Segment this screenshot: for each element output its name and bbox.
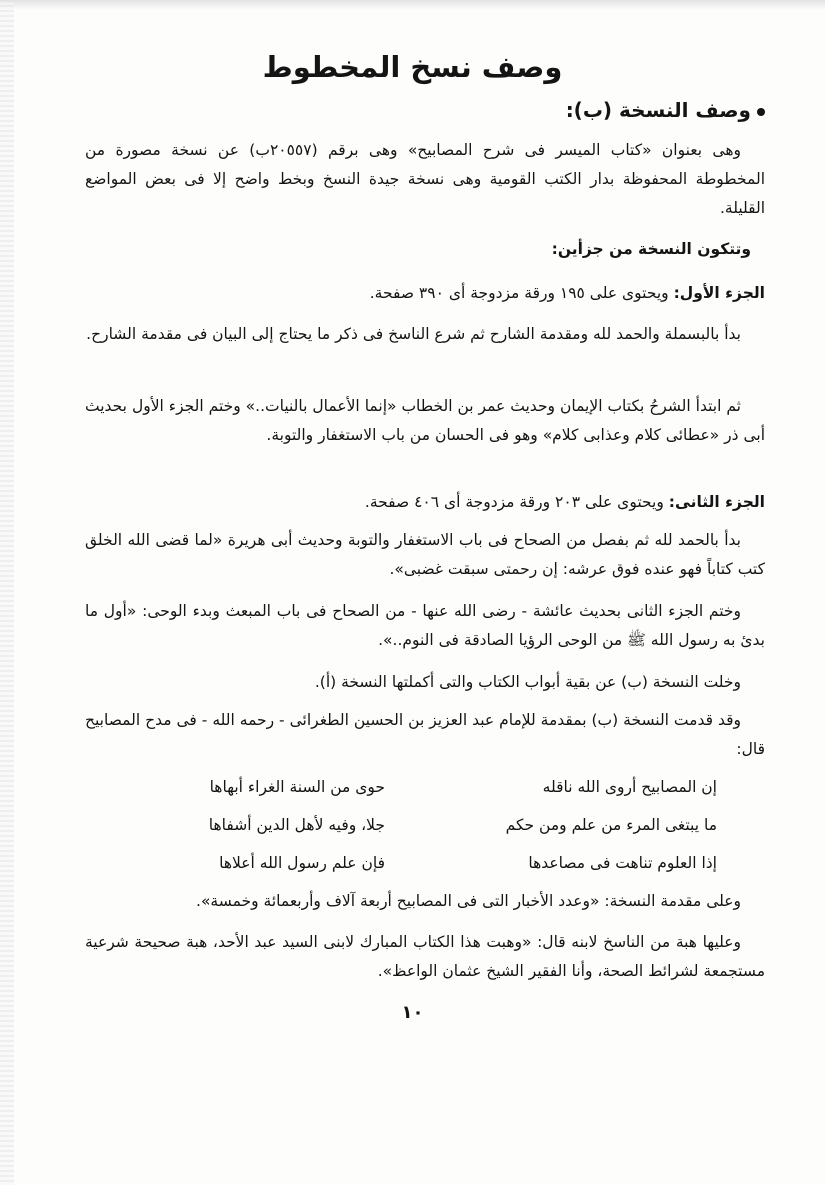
part-two-line [85, 488, 765, 517]
bullet-icon [757, 108, 765, 116]
paragraph-missing-chapters: وخلت النسخة (ب) عن بقية أبواب الكتاب والتى أكملتها النسخة (أ). [314, 673, 741, 691]
poem [85, 778, 765, 892]
poem-verse [85, 816, 765, 854]
part-one-line [85, 279, 765, 308]
paragraph-part-two-end: وختم الجزء الثانى بحديث عائشة - رضى الله عنها - من الصحاح فى باب المبعث وبدء الوحى: «أول ما بدئ به رسول الله ﷺ من الوحى الرؤيا الصادقة فى النوم..». [85, 602, 765, 649]
poem-second-hemistich: فإن علم رسول الله أعلاها [219, 854, 385, 872]
poem-verse [85, 778, 765, 816]
paragraph-part-one-content: ثم ابتدأ الشرحُ بكتاب الإيمان وحديث عمر بن الخطاب «إنما الأعمال بالنيات..» وختم الجزء الأول بحديث أبى ذر «عطائى كلام وعذابى كلام» وهو فى الحسان من باب الاستغفار والتوبة. [85, 397, 765, 444]
page-number: ١٠ [401, 1002, 424, 1023]
poem-first-hemistich: إن المصابيح أروى الله ناقله [542, 778, 717, 796]
paragraph-part-two-start: بدأ بالحمد لله ثم بفصل من الصحاح فى باب الاستغفار والتوبة وحديث أبى هريرة «لما قضى الله الخلق كتب كتاباً فهو عنده فوق عرشه: إن رحمتى سبقت غضبى». [85, 531, 765, 578]
poem-first-hemistich: ما يبتغى المرء من علم ومن حكم [505, 816, 717, 834]
paragraph-manuscript-title: وهى بعنوان «كتاب الميسر فى شرح المصابيح» وهى برقم (٢٠٥٥٧ب) عن نسخة مصورة من المخطوطة المحفوظة بدار الكتب القومية وهى نسخة جيدة النسخ وبخط واضح إلا فى بعض المواضع القليلة. [85, 141, 765, 217]
subheading-parts: وتتكون النسخة من جزأين: [551, 240, 751, 258]
poem-second-hemistich: حوى من السنة الغراء أبهاها [209, 778, 385, 796]
poem-second-hemistich: جلا، وفيه لأهل الدين أشفاها [208, 816, 385, 834]
part-one-label: الجزء الأول: [673, 284, 765, 302]
paragraph-part-one-start: بدأ بالبسملة والحمد لله ومقدمة الشارح ثم شرع الناسخ فى ذكر ما يحتاج إلى البيان فى مقدمة الشارح. [86, 325, 741, 343]
paragraph-introduction: وقد قدمت النسخة (ب) بمقدمة للإمام عبد العزيز بن الحسين الطغرائى - رحمه الله - فى مدح المصابيح قال: [85, 711, 765, 758]
paragraph-gift-note: وعليها هبة من الناسخ لابنه قال: «وهبت هذا الكتاب المبارك لابنى السيد عبد الأحد، هبة صحيحة شرعية مستجمعة لشرائط الصحة، وأنا الفقير الشيخ عثمان الواعظ». [85, 933, 765, 980]
section-heading [566, 98, 765, 122]
part-two-text: ويحتوى على ٢٠٣ ورقة مزدوجة أى ٤٠٦ صفحة. [364, 493, 664, 511]
page-title: وصف نسخ المخطوط [262, 50, 563, 84]
part-two-label: الجزء الثانى: [668, 493, 765, 511]
paragraph-hadith-count: وعلى مقدمة النسخة: «وعدد الأخبار التى فى المصابيح أربعة آلاف وأربعمائة وخمسة». [196, 892, 741, 910]
section-heading-text: وصف النسخة (ب): [565, 98, 751, 122]
scan-top-shadow [0, 0, 825, 10]
part-one-text: ويحتوى على ١٩٥ ورقة مزدوجة أى ٣٩٠ صفحة. [369, 284, 669, 302]
poem-first-hemistich: إذا العلوم تناهت فى مصاعدها [528, 854, 717, 872]
